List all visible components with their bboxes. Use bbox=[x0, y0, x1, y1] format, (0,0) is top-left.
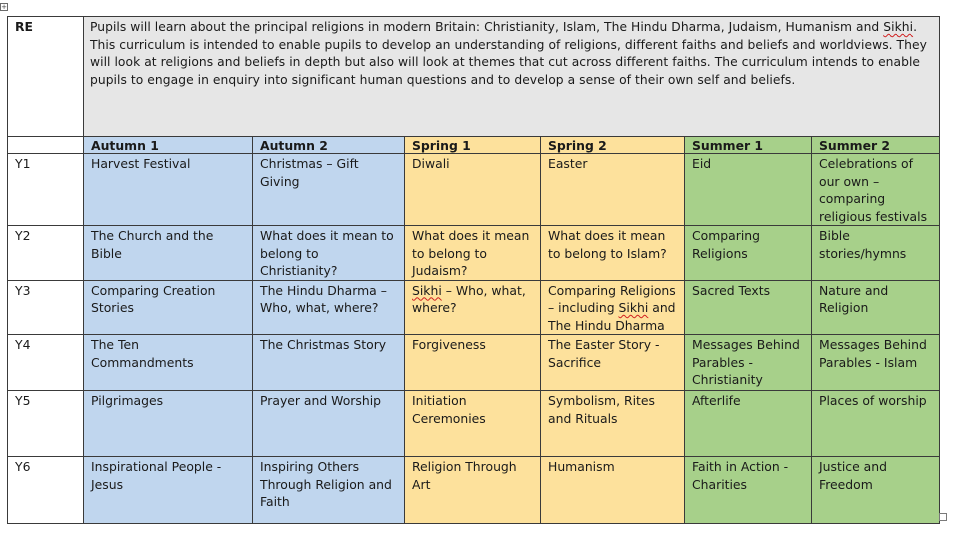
cell-y2-summer-2[interactable]: Bible stories/hymns bbox=[812, 226, 940, 281]
table-row-y3 bbox=[8, 280, 940, 335]
year-label-y6[interactable]: Y6 bbox=[8, 457, 84, 524]
y3-spring-1-spellcheck-word[interactable]: Sikhi bbox=[412, 282, 442, 298]
table-row-y5 bbox=[8, 391, 940, 457]
term-header-summer-1[interactable]: Summer 1 bbox=[685, 137, 812, 154]
cell-y3-summer-2[interactable]: Nature and Religion bbox=[812, 280, 940, 335]
intro-spellcheck-word[interactable]: Sikhi bbox=[883, 20, 914, 34]
cell-y3-spring-2[interactable] bbox=[541, 280, 685, 335]
cell-y6-spring-1[interactable]: Religion Through Art bbox=[405, 457, 541, 524]
table-row-y2 bbox=[8, 226, 940, 281]
term-header-spring-2[interactable]: Spring 2 bbox=[541, 137, 685, 154]
cell-y6-spring-2[interactable]: Humanism bbox=[541, 457, 685, 524]
cell-y1-summer-2[interactable]: Celebrations of our own – comparing religious festivals bbox=[812, 154, 940, 226]
cell-y5-autumn-1[interactable]: Pilgrimages bbox=[84, 391, 253, 457]
year-label-y1[interactable]: Y1 bbox=[8, 154, 84, 226]
term-header-row bbox=[8, 137, 940, 154]
intro-text-part1: Pupils will learn about the principal religions in modern Britain: Christianity, Islam, The Hindu Dharma, Judaism, Humanism and bbox=[90, 20, 884, 34]
cell-y1-spring-2[interactable]: Easter bbox=[541, 154, 685, 226]
cell-y6-summer-1[interactable]: Faith in Action - Charities bbox=[685, 457, 812, 524]
y3-spring-1-text: – Who, what, where? bbox=[412, 282, 526, 315]
year-label-y2[interactable]: Y2 bbox=[8, 226, 84, 281]
year-label-y4[interactable]: Y4 bbox=[8, 335, 84, 391]
intro-row bbox=[8, 17, 940, 137]
cell-y1-spring-1[interactable]: Diwali bbox=[405, 154, 541, 226]
cell-y2-spring-2[interactable]: What does it mean to belong to Islam? bbox=[541, 226, 685, 281]
cell-y4-autumn-1[interactable]: The Ten Commandments bbox=[84, 335, 253, 391]
y3-spring-2-text-before: Comparing Religions – including bbox=[548, 282, 676, 315]
term-header-summer-2[interactable]: Summer 2 bbox=[812, 137, 940, 154]
y3-spring-2-text-after: and The Hindu Dharma bbox=[548, 300, 676, 333]
cell-y4-spring-2[interactable]: The Easter Story - Sacrifice bbox=[541, 335, 685, 391]
table-row-y1 bbox=[8, 154, 940, 226]
cell-y1-autumn-2[interactable]: Christmas – Gift Giving bbox=[253, 154, 405, 226]
cell-y1-autumn-1[interactable]: Harvest Festival bbox=[84, 154, 253, 226]
cell-y3-autumn-2[interactable]: The Hindu Dharma – Who, what, where? bbox=[253, 280, 405, 335]
cell-y6-summer-2[interactable]: Justice and Freedom bbox=[812, 457, 940, 524]
table-row-y6 bbox=[8, 457, 940, 524]
cell-y5-summer-2[interactable]: Places of worship bbox=[812, 391, 940, 457]
cell-y4-autumn-2[interactable]: The Christmas Story bbox=[253, 335, 405, 391]
subject-label: RE bbox=[15, 19, 34, 34]
cell-y2-summer-1[interactable]: Comparing Religions bbox=[685, 226, 812, 281]
cell-y2-spring-1[interactable]: What does it mean to belong to Judaism? bbox=[405, 226, 541, 281]
re-curriculum-table bbox=[7, 16, 940, 524]
table-resize-handle[interactable] bbox=[939, 513, 947, 521]
cell-y5-summer-1[interactable]: Afterlife bbox=[685, 391, 812, 457]
cell-y3-summer-1[interactable]: Sacred Texts bbox=[685, 280, 812, 335]
cell-y4-summer-1[interactable]: Messages Behind Parables - Christianity bbox=[685, 335, 812, 391]
cell-y6-autumn-2[interactable]: Inspiring Others Through Religion and Faith bbox=[253, 457, 405, 524]
cell-y5-autumn-2[interactable]: Prayer and Worship bbox=[253, 391, 405, 457]
cell-y6-autumn-1[interactable]: Inspirational People - Jesus bbox=[84, 457, 253, 524]
curriculum-intro-cell[interactable] bbox=[84, 17, 940, 137]
intro-text-part2: . This curriculum is intended to enable pupils to develop an understanding of religions, different faiths and beliefs and worldviews. They will look at religions and beliefs in depth but also will look at themes that cut across different faiths. The curriculum intends to enable pupils to engage in enquiry into significant human questions and to develop a sense of their own self and beliefs. bbox=[90, 20, 927, 87]
cell-y3-autumn-1[interactable]: Comparing Creation Stories bbox=[84, 280, 253, 335]
subject-label-cell[interactable] bbox=[8, 17, 84, 137]
cell-y1-summer-1[interactable]: Eid bbox=[685, 154, 812, 226]
year-label-y3[interactable]: Y3 bbox=[8, 280, 84, 335]
cell-y4-summer-2[interactable]: Messages Behind Parables - Islam bbox=[812, 335, 940, 391]
cell-y4-spring-1[interactable]: Forgiveness bbox=[405, 335, 541, 391]
table-row-y4 bbox=[8, 335, 940, 391]
cell-y2-autumn-2[interactable]: What does it mean to belong to Christianity? bbox=[253, 226, 405, 281]
term-header-spring-1[interactable]: Spring 1 bbox=[405, 137, 541, 154]
cell-y5-spring-1[interactable]: Initiation Ceremonies bbox=[405, 391, 541, 457]
term-header-autumn-1[interactable]: Autumn 1 bbox=[84, 137, 253, 154]
cell-y2-autumn-1[interactable]: The Church and the Bible bbox=[84, 226, 253, 281]
table-move-handle[interactable]: + bbox=[1, 3, 7, 11]
year-label-y5[interactable]: Y5 bbox=[8, 391, 84, 457]
term-header-autumn-2[interactable]: Autumn 2 bbox=[253, 137, 405, 154]
cell-y3-spring-1[interactable] bbox=[405, 280, 541, 335]
header-blank-cell[interactable] bbox=[8, 137, 84, 154]
y3-spring-2-spellcheck-word[interactable]: Sikhi bbox=[618, 300, 649, 315]
cell-y5-spring-2[interactable]: Symbolism, Rites and Rituals bbox=[541, 391, 685, 457]
